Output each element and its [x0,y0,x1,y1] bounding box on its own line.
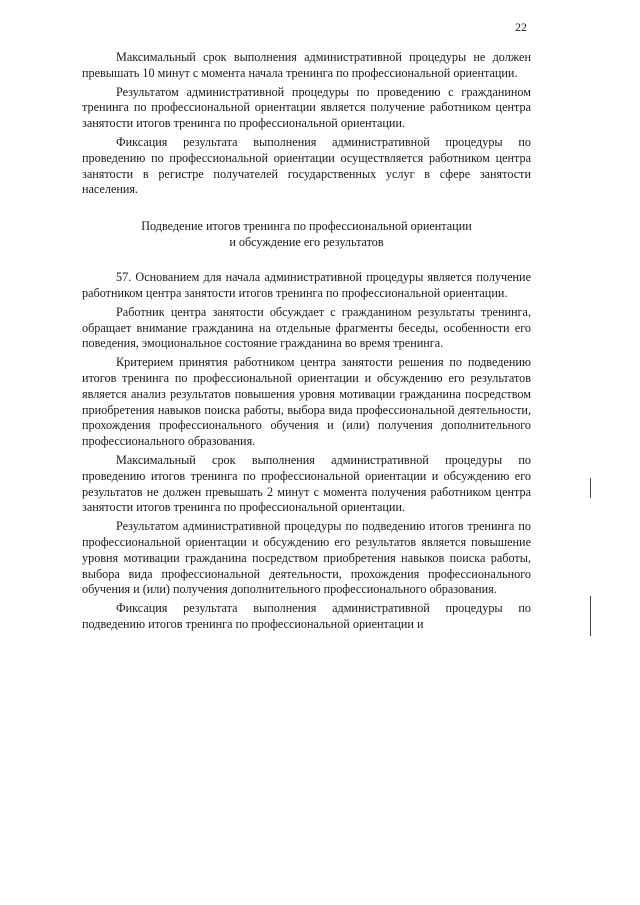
margin-mark [590,478,591,498]
page-body [82,50,531,636]
section-heading-line-1: Подведение итогов тренинга по профессиональной ориентации [141,219,472,234]
paragraph: Критерием принятия работником центра занятости решения по подведению итогов тренинга по профессиональной ориентации и обсуждению его результатов является анализ результатов повышения уровня мотивации гражданина посредством приобретения навыков поиска работы, выбора вида профессиональной деятельности, прохождения профессионального обучения и (или) получения дополнительного профессионального образования. [82,355,531,449]
margin-mark [590,596,591,636]
section-heading [82,218,531,250]
paragraph: Фиксация результата выполнения административной процедуры по проведению по профессиональной ориентации осуществляется работником центра занятости в регистре получателей государственных услуг в сфере занятости населения. [82,134,531,197]
page-number: 22 [515,20,527,34]
paragraph: Результатом административной процедуры по проведению с гражданином тренинга по профессиональной ориентации является получение работником центра занятости итогов тренинга по профессиональной ориентации. [82,84,531,131]
section-heading-line-2: и обсуждение его результатов [229,235,384,250]
paragraph: Работник центра занятости обсуждает с гражданином результаты тренинга, обращает внимание гражданина на отдельные фрагменты беседы, особенности его поведения, эмоциональное состояние гражданина во время тренинга. [82,304,531,351]
paragraph: Максимальный срок выполнения административной процедуры не должен превышать 10 минут с момента начала тренинга по профессиональной ориентации. [82,50,531,80]
paragraph: Результатом административной процедуры по подведению итогов тренинга по профессиональной ориентации и обсуждению его результатов является повышение уровня мотивации гражданина посредством приобретения навыков поиска работы, выбора вида профессиональной деятельности, прохождения профессионального обучения и (или) получения дополнительного профессионального образования. [82,519,531,597]
paragraph: Максимальный срок выполнения административной процедуры по проведению итогов тренинга по профессиональной ориентации и обсуждению его результатов не должен превышать 2 минут с момента получения работником центра занятости итогов тренинга по профессиональной ориентации. [82,452,531,515]
paragraph: Фиксация результата выполнения административной процедуры по подведению итогов тренинга по профессиональной ориентации и [82,601,531,631]
paragraph: 57. Основанием для начала административной процедуры является получение работником центра занятости итогов тренинга по профессиональной ориентации. [82,270,531,300]
